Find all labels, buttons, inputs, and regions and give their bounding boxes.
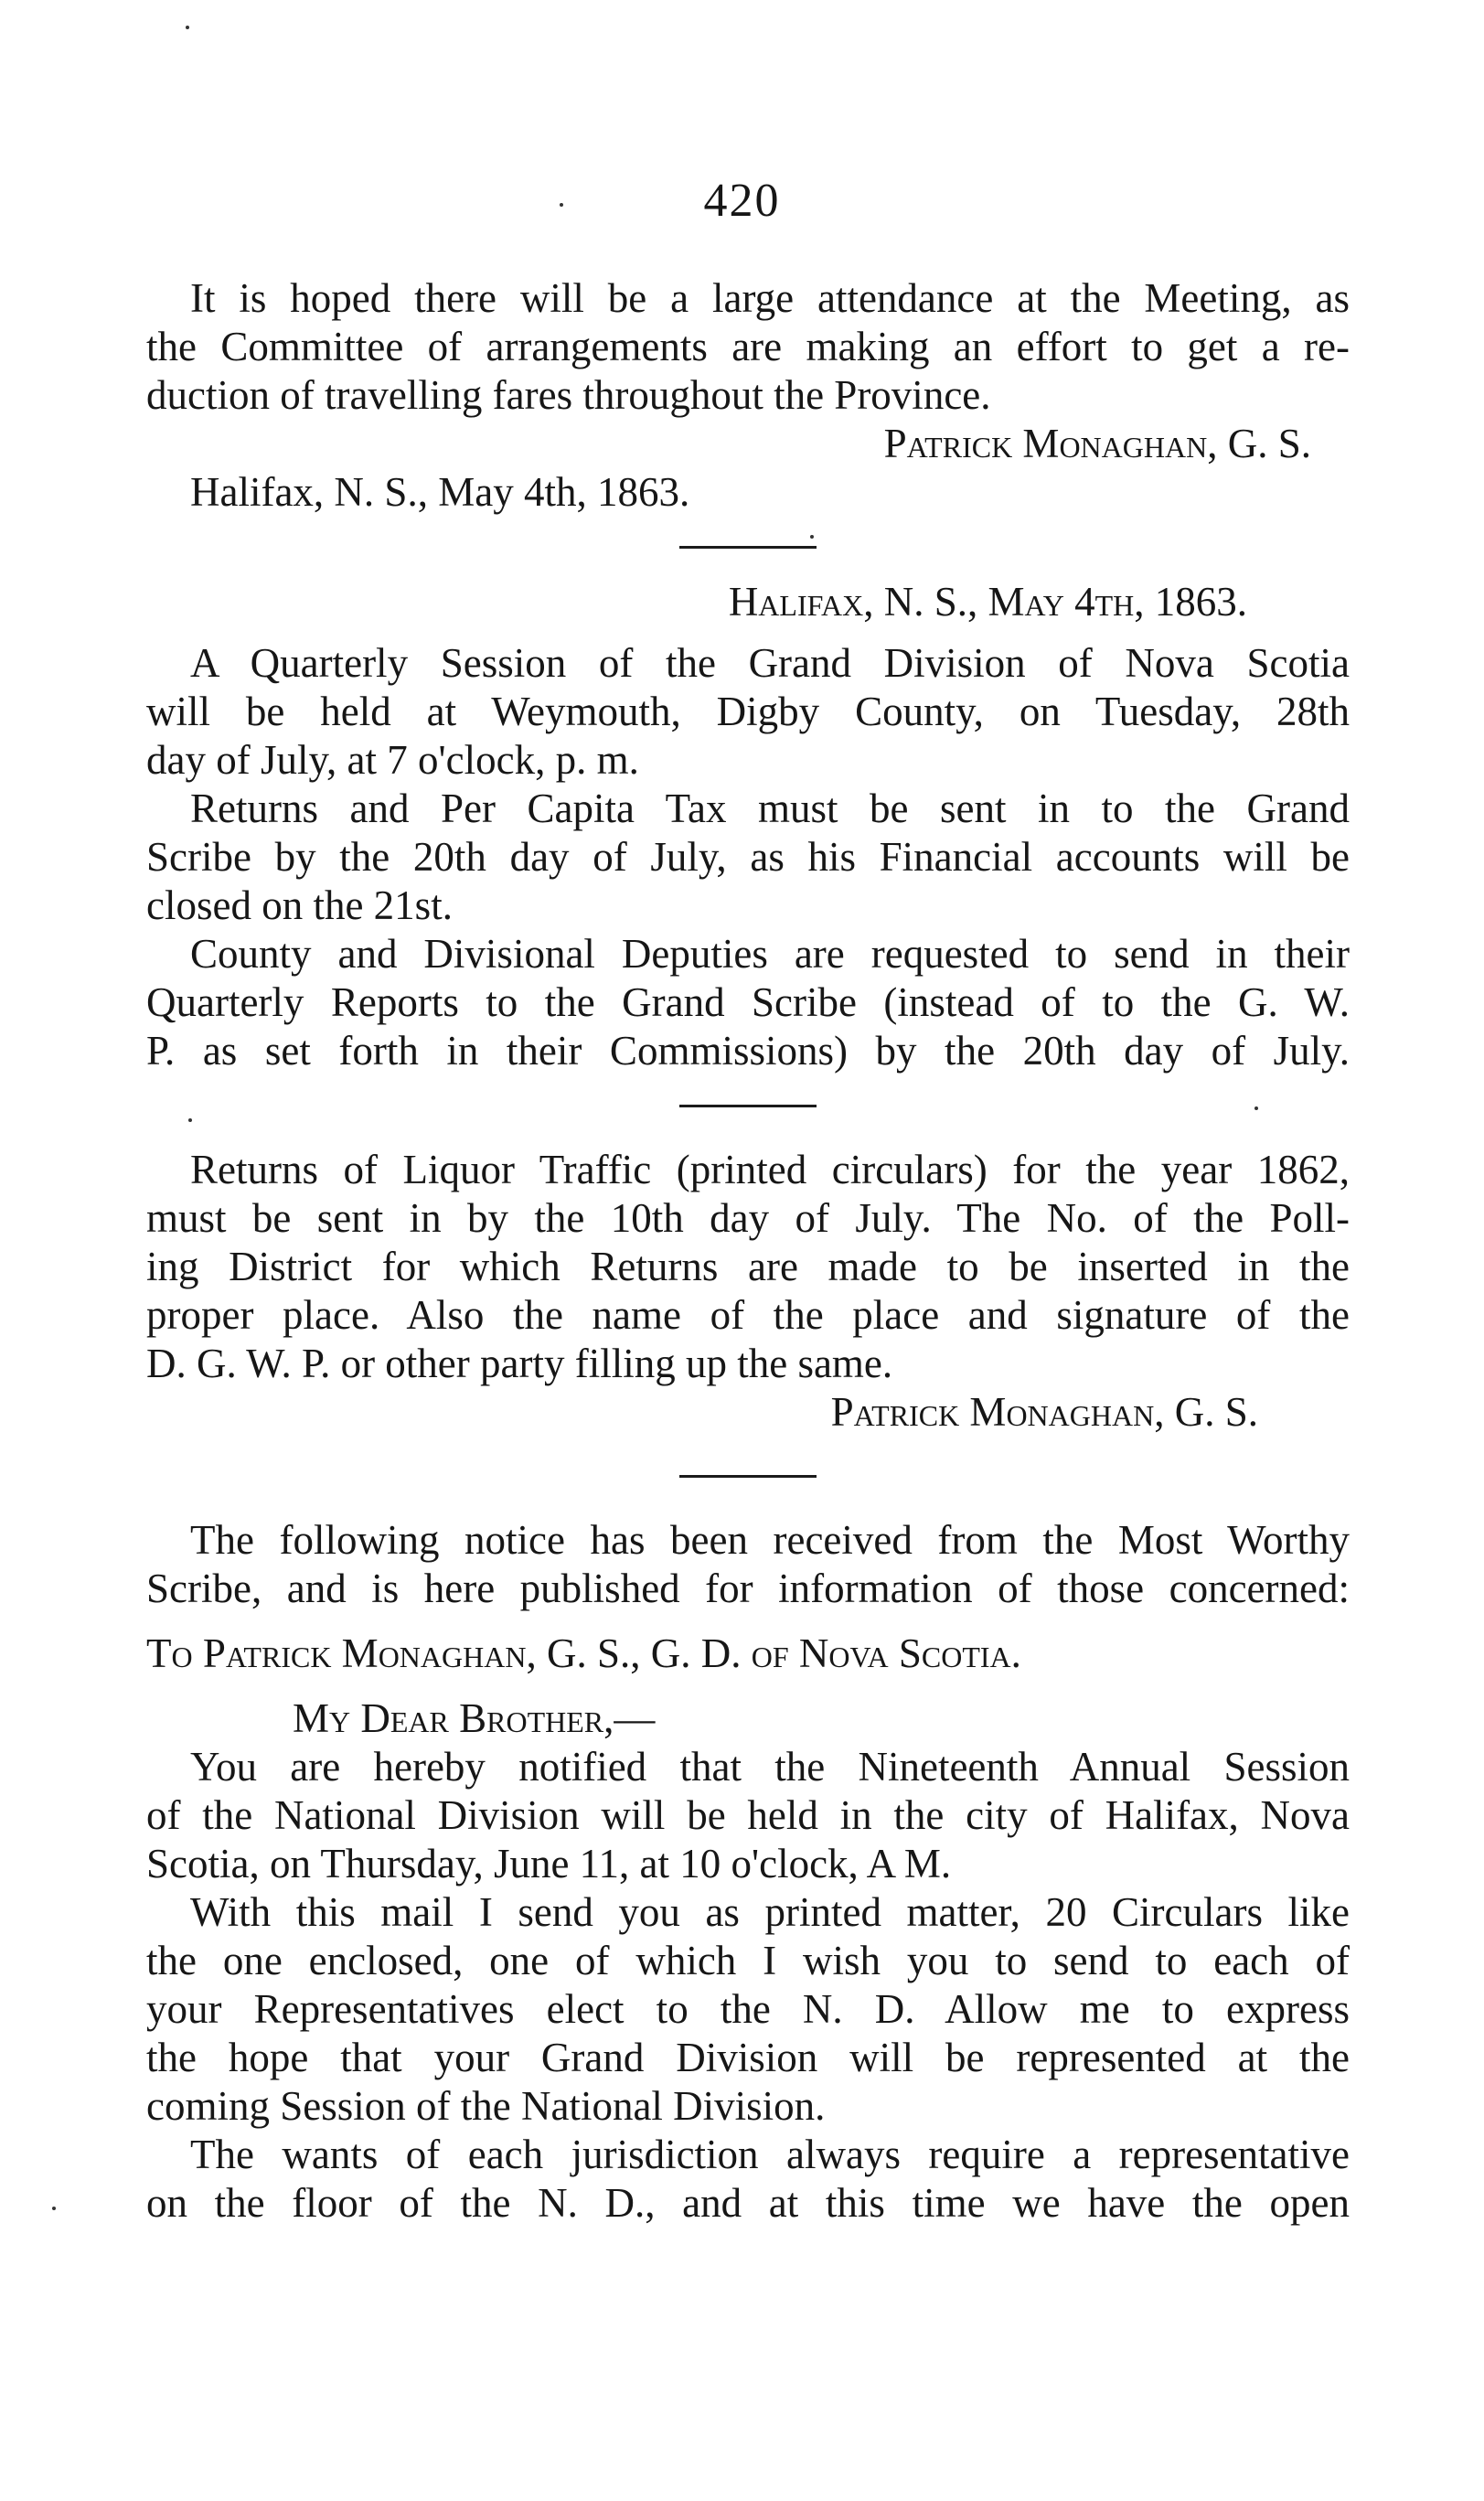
speck: [52, 2207, 56, 2210]
text-line: D. G. W. P. or other party filling up the same.: [146, 1341, 893, 1386]
text-line: Scribe, and is here published for information of those concerned:: [146, 1566, 1350, 1611]
text-line: County and Divisional Deputies are requested to send in their: [190, 931, 1350, 977]
speck: [186, 26, 189, 29]
text-line: P. as set forth in their Commissions) by the 20th day of July.: [146, 1028, 1350, 1074]
text-line: the hope that your Grand Division will be represented at the: [146, 2035, 1350, 2080]
text-line: the Committee of arrangements are making an effort to get a re-: [146, 324, 1350, 369]
text-line: You are hereby notified that the Nineteenth Annual Session: [190, 1744, 1350, 1790]
paragraph-jurisdiction: [146, 2131, 1350, 2228]
paragraph-deputies: [146, 930, 1350, 1075]
page-body: [146, 274, 1350, 2228]
text-line: must be sent in by the 10th day of July. The No. of the Poll-: [146, 1195, 1350, 1241]
text-line: Scotia, on Thursday, June 11, at 10 o'clock, A M.: [146, 1841, 952, 1886]
text-line: ing District for which Returns are made to be inserted in the: [146, 1244, 1350, 1289]
dateline: Halifax, N. S., May 4th, 1863.: [190, 469, 690, 515]
text-line: Quarterly Reports to the Grand Scribe (instead of to the G. W.: [146, 979, 1350, 1025]
paragraph-circulars: [146, 1888, 1350, 2131]
paragraph-liquor-traffic: [146, 1146, 1350, 1388]
speck: [560, 203, 563, 207]
text-line: coming Session of the National Division.: [146, 2083, 826, 2129]
signature-line: Patrick Monaghan, G. S.: [830, 1389, 1258, 1435]
text-line: the one enclosed, one of which I wish you to send to each of: [146, 1938, 1350, 1983]
text-line: The following notice has been received from the Most Worthy: [190, 1517, 1350, 1563]
text-line: of the National Division will be held in the city of Halifax, Nova: [146, 1792, 1350, 1838]
text-line: With this mail I send you as printed matter, 20 Circulars like: [190, 1889, 1350, 1935]
text-line: your Representatives elect to the N. D. Allow me to express: [146, 1986, 1350, 2032]
text-line: Scribe by the 20th day of July, as his Financial accounts will be: [146, 834, 1350, 880]
signature-line: Patrick Monaghan, G. S.: [883, 421, 1311, 466]
text-line: Returns of Liquor Traffic (printed circulars) for the year 1862,: [190, 1147, 1350, 1192]
text-line: closed on the 21st.: [146, 882, 453, 928]
text-line: A Quarterly Session of the Grand Division of Nova Scotia: [190, 640, 1350, 686]
paragraph-annual-session: [146, 1743, 1350, 1888]
text-line: on the floor of the N. D., and at this time we have the open: [146, 2180, 1350, 2226]
text-line: It is hoped there will be a large attendance at the Meeting, as: [190, 275, 1350, 321]
paragraph-notice: [146, 1516, 1350, 1613]
text-line: will be held at Weymouth, Digby County, on Tuesday, 28th: [146, 689, 1350, 734]
text-line: Returns and Per Capita Tax must be sent in to the Grand: [190, 786, 1350, 831]
letter-address: To Patrick Monaghan, G. S., G. D. of Nova Scotia.: [146, 1630, 1021, 1676]
text-line: day of July, at 7 o'clock, p. m.: [146, 737, 639, 783]
paragraph-quarterly-session: [146, 639, 1350, 785]
page-number: 420: [703, 175, 781, 227]
dateline: Halifax, N. S., May 4th, 1863.: [728, 579, 1247, 625]
letter-salutation: My Dear Brother,—: [293, 1695, 656, 1741]
paragraph-returns: [146, 785, 1350, 930]
paragraph-attendance: [146, 274, 1350, 420]
text-line: proper place. Also the name of the place and signature of the: [146, 1292, 1350, 1338]
text-line: duction of travelling fares throughout the Province.: [146, 372, 991, 418]
text-line: The wants of each jurisdiction always require a representative: [190, 2132, 1350, 2177]
